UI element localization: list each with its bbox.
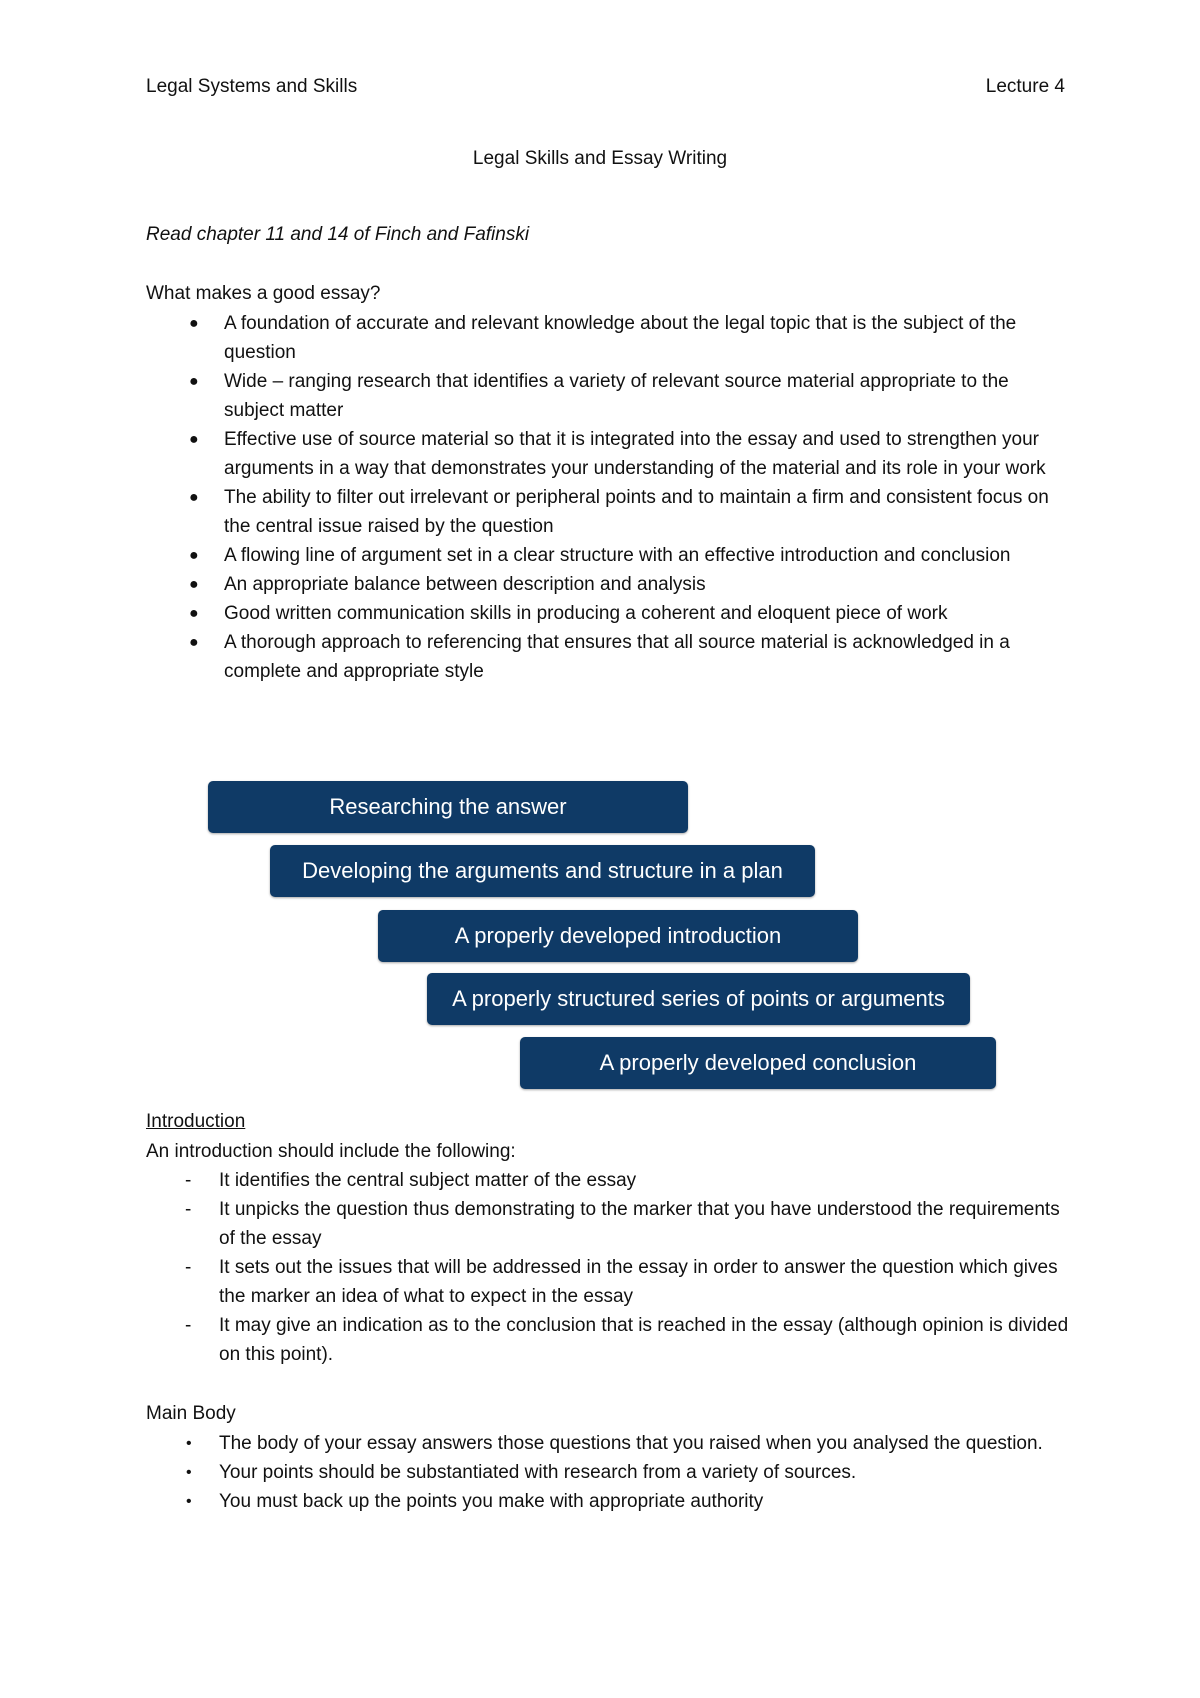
list-item-text: It may give an indication as to the conclusion that is reached in the essay (although opinion is divided on this point). — [219, 1315, 1069, 1365]
bullet-icon: ● — [189, 576, 199, 593]
header-course-title: Legal Systems and Skills — [146, 76, 358, 97]
bullet-icon: ● — [189, 315, 199, 332]
list-item-text: Your points should be substantiated with research from a variety of sources. — [219, 1462, 857, 1483]
bullet-icon: ● — [189, 634, 199, 651]
dash-icon: - — [185, 1257, 192, 1278]
list-item — [185, 1166, 1069, 1195]
list-item — [189, 425, 1064, 483]
bullet-icon: ● — [189, 605, 199, 622]
good-essay-list — [189, 309, 1064, 686]
step-arguments: A properly structured series of points or arguments — [427, 973, 970, 1025]
list-item — [185, 1311, 1069, 1369]
list-item-text: Effective use of source material so that it is integrated into the essay and used to strengthen your arguments in a way that demonstrates your understanding of the material and its role in your work — [224, 429, 1046, 479]
header-lecture-number: Lecture 4 — [985, 76, 1065, 97]
list-item-text: Wide – ranging research that identifies a variety of relevant source material appropriate to the subject matter — [224, 371, 1009, 421]
list-item — [189, 628, 1064, 686]
bullet-icon: ● — [189, 431, 199, 448]
list-item-text: It sets out the issues that will be addressed in the essay in order to answer the question which gives the marker an idea of what to expect in the essay — [219, 1257, 1058, 1307]
bullet-icon: • — [186, 1435, 192, 1452]
bullet-icon: ● — [189, 547, 199, 564]
introduction-lead: An introduction should include the following: — [146, 1141, 516, 1162]
list-item-text: A thorough approach to referencing that ensures that all source material is acknowledged in a complete and appropriate style — [224, 632, 1010, 682]
list-item — [189, 309, 1064, 367]
reading-note: Read chapter 11 and 14 of Finch and Fafinski — [146, 224, 530, 245]
list-item-text: It identifies the central subject matter of the essay — [219, 1170, 637, 1191]
list-item-text: An appropriate balance between description and analysis — [224, 574, 706, 595]
bullet-icon: ● — [189, 373, 199, 390]
list-item — [189, 367, 1064, 425]
list-item-text: A foundation of accurate and relevant knowledge about the legal topic that is the subject of the question — [224, 313, 1017, 363]
list-item-text: The ability to filter out irrelevant or peripheral points and to maintain a firm and consistent focus on the central issue raised by the question — [224, 487, 1049, 537]
step-plan: Developing the arguments and structure in a plan — [270, 845, 815, 897]
dash-icon: - — [185, 1170, 192, 1191]
list-item-text: You must back up the points you make with appropriate authority — [219, 1491, 764, 1512]
list-item — [189, 570, 1064, 599]
document-title: Legal Skills and Essay Writing — [472, 148, 728, 169]
list-item — [189, 599, 1064, 628]
list-item-text: The body of your essay answers those questions that you raised when you analysed the question. — [219, 1433, 1043, 1454]
step-research: Researching the answer — [208, 781, 688, 833]
dash-icon: - — [185, 1315, 192, 1336]
bullet-icon: • — [186, 1493, 192, 1510]
list-item — [186, 1429, 1069, 1458]
list-item — [185, 1253, 1069, 1311]
introduction-heading: Introduction — [146, 1111, 246, 1132]
list-item — [189, 541, 1064, 570]
main-body-list — [186, 1429, 1069, 1516]
list-item — [189, 483, 1064, 541]
introduction-list — [185, 1166, 1069, 1369]
step-conclusion: A properly developed conclusion — [520, 1037, 996, 1089]
step-introduction: A properly developed introduction — [378, 910, 858, 962]
list-item — [186, 1487, 1069, 1516]
dash-icon: - — [185, 1199, 192, 1220]
bullet-icon: • — [186, 1464, 192, 1481]
list-item — [185, 1195, 1069, 1253]
list-item — [186, 1458, 1069, 1487]
list-item-text: It unpicks the question thus demonstrating to the marker that you have understood the requirements of the essay — [219, 1199, 1060, 1249]
list-item-text: Good written communication skills in producing a coherent and eloquent piece of work — [224, 603, 948, 624]
main-body-heading: Main Body — [146, 1403, 236, 1424]
bullet-icon: ● — [189, 489, 199, 506]
good-essay-heading: What makes a good essay? — [146, 283, 381, 304]
list-item-text: A flowing line of argument set in a clear structure with an effective introduction and conclusion — [224, 545, 1011, 566]
